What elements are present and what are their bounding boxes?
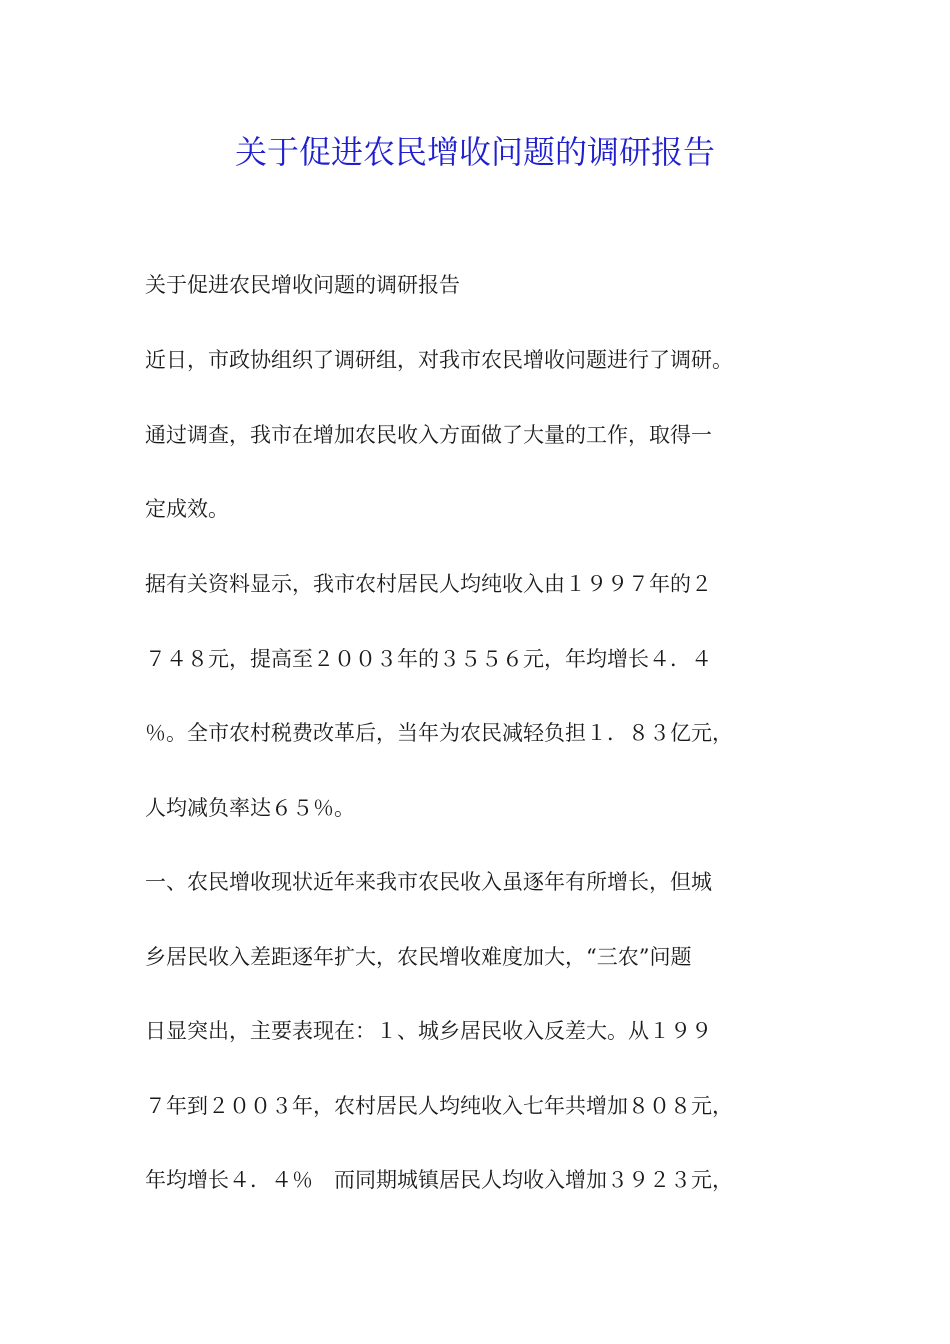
body-line: 据有关资料显示，我市农村居民人均纯收入由１９９７年的２ <box>145 572 712 596</box>
body-line: 人均减负率达６５％。 <box>145 796 355 820</box>
body-line: ％。全市农村税费改革后，当年为农民减轻负担１．８３亿元， <box>145 721 733 745</box>
body-line-subtitle: 关于促进农民增收问题的调研报告 <box>145 273 460 297</box>
body-line: 近日，市政协组织了调研组，对我市农民增收问题进行了调研。 <box>145 348 733 372</box>
body-line: 定成效。 <box>145 497 229 521</box>
body-line: 日显突出，主要表现在：１、城乡居民收入反差大。从１９９ <box>145 1019 712 1043</box>
body-line: 一、农民增收现状近年来我市农民收入虽逐年有所增长，但城 <box>145 870 712 894</box>
body-line: 通过调查，我市在增加农民收入方面做了大量的工作，取得一 <box>145 423 712 447</box>
body-line: 年均增长４．４％ 而同期城镇居民人均收入增加３９２３元， <box>145 1168 733 1192</box>
body-line: ７年到２００３年，农村居民人均纯收入七年共增加８０８元， <box>145 1094 733 1118</box>
body-line: 乡居民收入差距逐年扩大，农民增收难度加大，“三农”问题 <box>145 945 692 969</box>
body-line: ７４８元，提高至２００３年的３５５６元，年均增长４．４ <box>145 647 712 671</box>
document-title: 关于促进农民增收问题的调研报告 <box>234 133 715 171</box>
